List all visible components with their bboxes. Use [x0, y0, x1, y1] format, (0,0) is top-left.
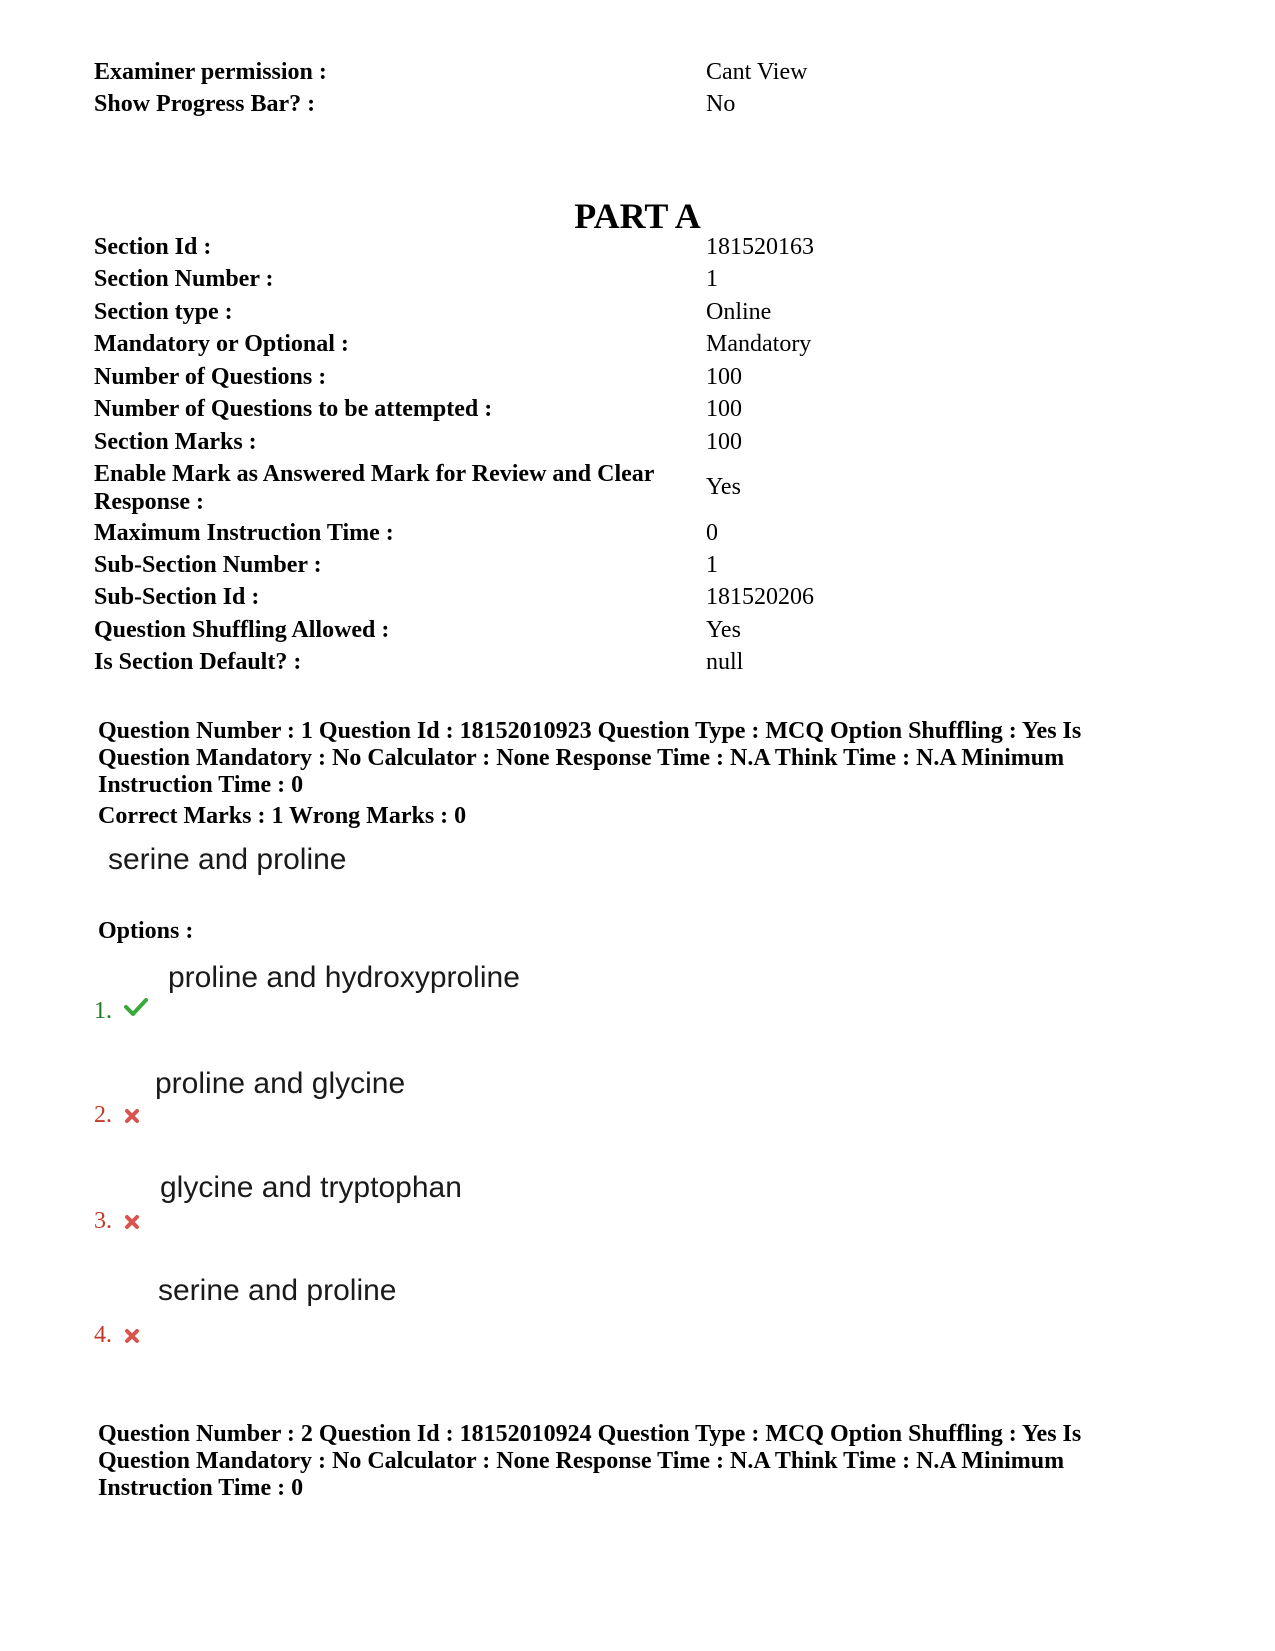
field-value: 181520163 [706, 234, 814, 260]
field-label: Is Section Default? : [94, 649, 302, 675]
field-value: 1 [706, 552, 718, 578]
option-2-text: proline and glycine [155, 1067, 406, 1100]
field-value: 100 [706, 396, 742, 422]
question-1-marks: Correct Marks : 1 Wrong Marks : 0 [98, 803, 467, 829]
field-label: Sub-Section Number : [94, 552, 322, 578]
field-label: Number of Questions to be attempted : [94, 396, 493, 422]
field-value: 100 [706, 364, 742, 390]
cross-icon [124, 1214, 140, 1230]
field-value: null [706, 649, 744, 675]
question-2-header: Question Number : 2 Question Id : 18152010924 Question Type : MCQ Option Shuffling : Yes Is Question Mandatory : No Calculator : None Response Time : N.A Think Time : N.A Minimum Instruction Time : 0 [98, 1421, 1082, 1501]
field-value: Yes [706, 617, 741, 643]
field-label: Section Marks : [94, 429, 257, 455]
cross-icon [124, 1328, 140, 1344]
option-4-number: 4. [94, 1321, 140, 1349]
field-value: Online [706, 299, 772, 325]
field-label: Maximum Instruction Time : [94, 520, 394, 546]
field-label: Section Id : [94, 234, 212, 260]
option-3-text: glycine and tryptophan [160, 1171, 462, 1204]
field-value: 100 [706, 429, 742, 455]
field-label: Sub-Section Id : [94, 584, 260, 610]
cross-icon [124, 1108, 140, 1124]
field-label: Mandatory or Optional : [94, 331, 349, 357]
options-label: Options : [98, 918, 194, 944]
option-3-number: 3. [94, 1207, 140, 1235]
option-1-text: proline and hydroxyproline [168, 961, 520, 994]
field-label: Enable Mark as Answered Mark for Review and Clear Response : [94, 461, 654, 515]
field-value: 181520206 [706, 584, 814, 610]
field-label: Show Progress Bar? : [94, 91, 316, 117]
check-icon [124, 997, 148, 1017]
field-value: Cant View [706, 59, 808, 85]
field-value: 0 [706, 520, 718, 546]
field-label: Number of Questions : [94, 364, 327, 390]
field-label: Question Shuffling Allowed : [94, 617, 390, 643]
field-label: Section Number : [94, 266, 274, 292]
option-4-text: serine and proline [158, 1274, 397, 1307]
field-value: No [706, 91, 736, 117]
question-1-header: Question Number : 1 Question Id : 18152010923 Question Type : MCQ Option Shuffling : Yes Is Question Mandatory : No Calculator : None Response Time : N.A Think Time : N.A Minimum Instruction Time : 0 [98, 718, 1082, 798]
field-label: Examiner permission : [94, 59, 327, 85]
field-value: Yes [706, 474, 741, 500]
option-2-number: 2. [94, 1101, 140, 1129]
field-value: 1 [706, 266, 718, 292]
option-1-number: 1. [94, 997, 148, 1025]
field-label: Section type : [94, 299, 233, 325]
part-title: PART A [574, 196, 701, 236]
question-1-text: serine and proline [108, 843, 347, 876]
field-value: Mandatory [706, 331, 812, 357]
